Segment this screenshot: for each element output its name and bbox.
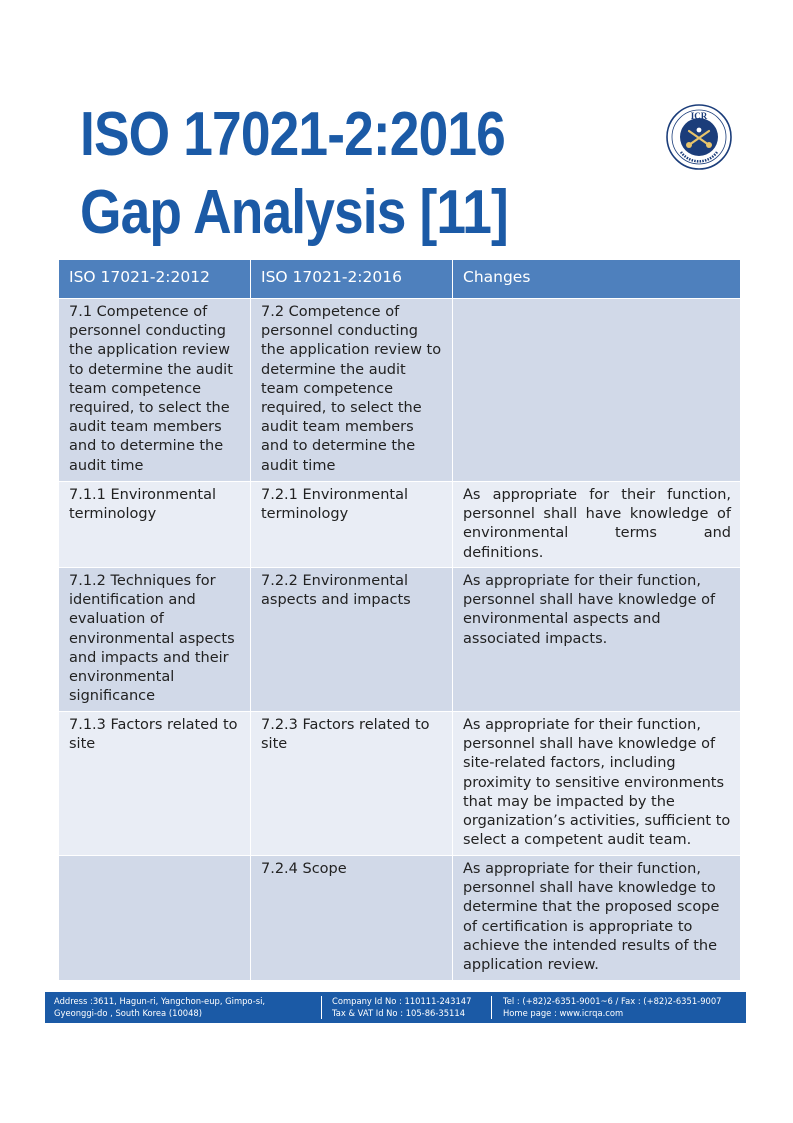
table-cell-changes: As appropriate for their function, personnel shall have knowledge of site-related factors, including proximity to sensitive environments that may be impacted by the organization’s activities, sufficient to select a competent audit team. <box>453 712 740 855</box>
logo-text: ICR <box>690 111 708 121</box>
column-header-2016: ISO 17021-2:2016 <box>251 260 452 298</box>
table-cell-changes: As appropriate for their function, personnel shall have knowledge to determine that the proposed scope of certification is appropriate to achieve the intended results of the application review. <box>453 856 740 980</box>
footer-phone: Tel : (+82)2-6351-9001~6 / Fax : (+82)2-6351-9007 <box>503 996 722 1006</box>
table-cell-2016: 7.2.2 Environmental aspects and impacts <box>251 568 452 711</box>
table-cell-2012: 7.1 Competence of personnel conducting the application review to determine the audit team competence required, to select the audit team members and to determine the audit time <box>59 299 250 481</box>
page-title <box>80 96 508 252</box>
footer-divider <box>321 996 322 1019</box>
table-cell-changes: As appropriate for their function, personnel shall have knowledge of environmental terms and definitions. <box>453 482 740 567</box>
footer-tax-id: Tax & VAT Id No : 105-86-35114 <box>332 1007 466 1018</box>
gap-analysis-table <box>59 260 740 980</box>
footer-divider <box>491 996 492 1019</box>
title-line-2: Gap Analysis [11] <box>80 178 508 247</box>
table-cell-2012 <box>59 856 250 980</box>
table-cell-2016: 7.2.3 Factors related to site <box>251 712 452 855</box>
table-cell-2012: 7.1.3 Factors related to site <box>59 712 250 855</box>
footer-address <box>54 996 265 1019</box>
footer-bar <box>45 992 746 1023</box>
column-header-changes: Changes <box>453 260 740 298</box>
footer-homepage: Home page : www.icrqa.com <box>503 1007 624 1018</box>
table-cell-2016: 7.2.1 Environmental terminology <box>251 482 452 567</box>
footer-address-line-2: Gyeonggi-do , South Korea (10048) <box>54 1007 203 1018</box>
table-cell-2012: 7.1.1 Environmental terminology <box>59 482 250 567</box>
table-cell-2012: 7.1.2 Techniques for identification and evaluation of environmental aspects and impacts and their environmental significance <box>59 568 250 711</box>
table-cell-changes: As appropriate for their function, personnel shall have knowledge of environmental aspects and associated impacts. <box>453 568 740 711</box>
table-cell-changes <box>453 299 740 481</box>
table-cell-2016: 7.2.4 Scope <box>251 856 452 980</box>
footer-address-line-1: Address :3611, Hagun-ri, Yangchon-eup, Gimpo-si, <box>54 996 266 1006</box>
icr-logo <box>666 104 732 170</box>
footer-contact <box>503 996 722 1019</box>
title-line-1: ISO 17021-2:2016 <box>80 100 505 169</box>
footer-company-id: Company Id No : 110111-243147 <box>332 996 472 1006</box>
column-header-2012: ISO 17021-2:2012 <box>59 260 250 298</box>
table-cell-2016: 7.2 Competence of personnel conducting the application review to determine the audit team competence required, to select the audit team members and to determine the audit time <box>251 299 452 481</box>
footer-company-ids <box>332 996 471 1019</box>
